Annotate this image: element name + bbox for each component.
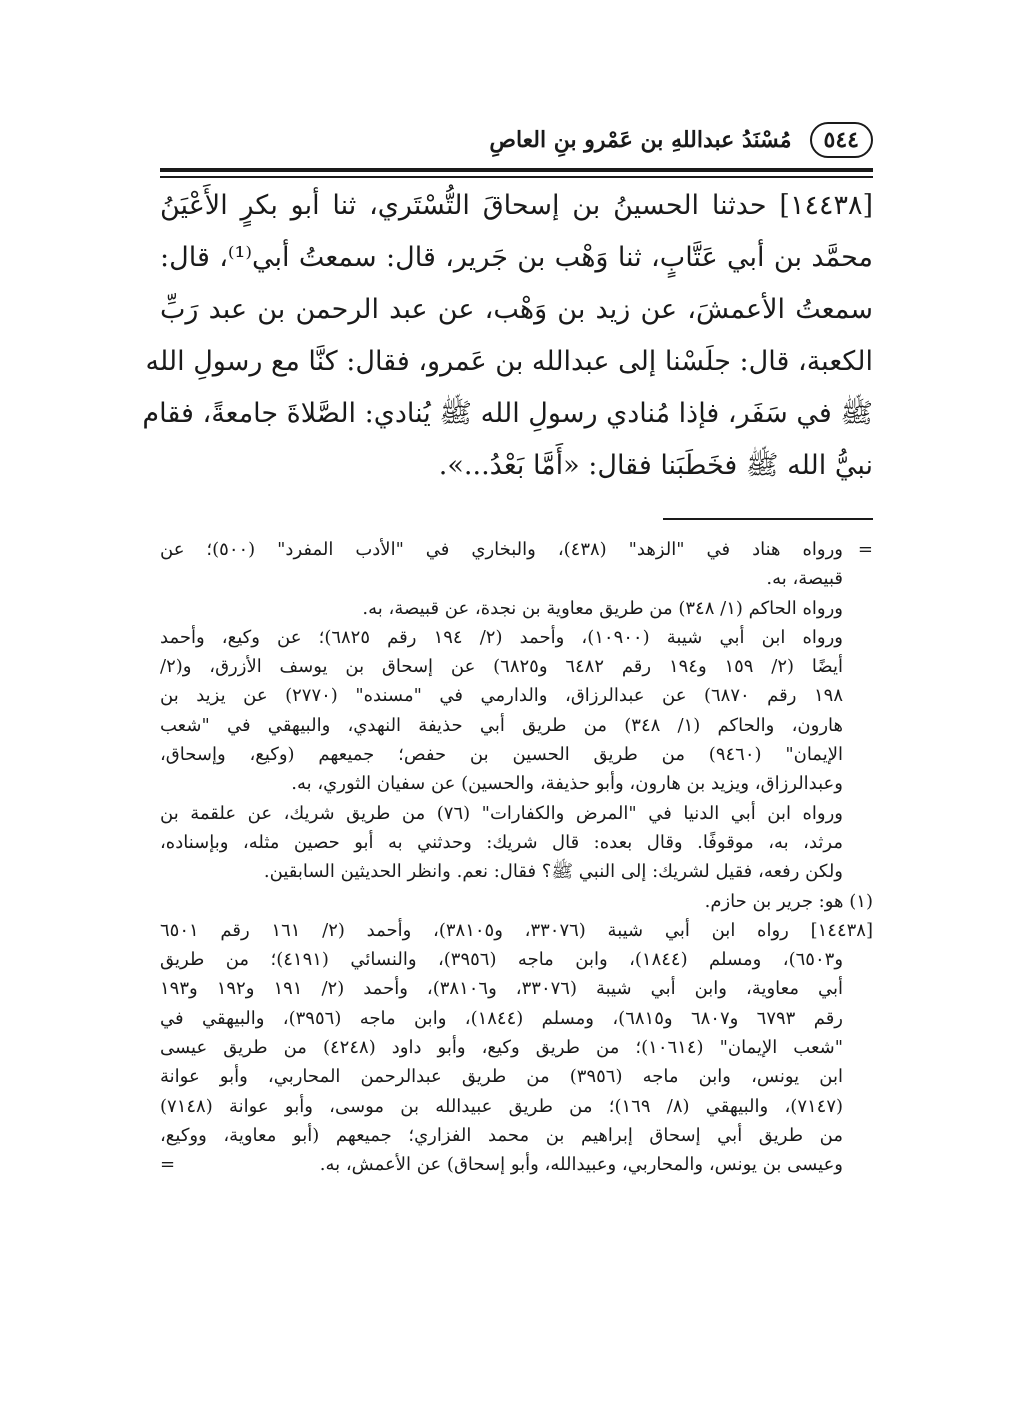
header-rule-thick: [160, 168, 873, 172]
footnote-line: هارون، والحاكم (١/ ٣٤٨) من طريق أبي حذيفة النهدي، والبيهقي في "شعب: [160, 714, 844, 736]
footnote-text: ورواه هناد في "الزهد" (٤٣٨)، والبخاري في "الأدب المفرد" (٥٠٠)؛ عن: [160, 539, 843, 560]
running-title: مُسْنَدُ عبداللهِ بن عَمْرو بنِ العاصِ: [489, 127, 792, 153]
header-rule-thin: [160, 176, 873, 178]
takhrij-line: [١٤٤٣٨] رواه ابن أبي شيبة (٣٣٠٧٦، و٣٨١٠٥)، وأحمد (٢/ ١٦١ رقم ٦٥٠١: [160, 919, 873, 941]
footnote-line: ورواه ابن أبي شيبة (١٠٩٠٠)، وأحمد (٢/ ١٩٤ رقم ٦٨٢٥)؛ عن وكيع، وأحمد: [160, 626, 843, 648]
takhrij-line: [160, 1150, 873, 1179]
continuation-mark: =: [857, 539, 873, 560]
footnote-line: وعبدالرزاق، ويزيد بن هارون، وأبو حذيفة، والحسين) عن سفيان الثوري، به.: [291, 773, 843, 795]
footnote-line: [160, 535, 873, 564]
continuation-mark-end: =: [160, 1154, 176, 1176]
footnote-1-text: هو: جرير بن حازم.: [704, 890, 844, 912]
takhrij-line: (٧١٤٧)، والبيهقي (٨/ ١٦٩)؛ من طريق عبيدالله بن موسى، وأبو عوانة (٧١٤٨): [160, 1095, 844, 1117]
footnote-1-marker: (١): [849, 890, 873, 912]
takhrij-line: ابن يونس، وابن ماجه (٣٩٥٦) من طريق عبدالرحمن المحاربي، وأبو عوانة: [160, 1066, 843, 1088]
takhrij-line: و٦٥٠٣)، ومسلم (١٨٤٤)، وابن ماجه (٣٩٥٦)، والنسائي (٤١٩١)؛ من طريق: [160, 949, 844, 971]
footnote-line: ورواه ابن أبي الدنيا في "المرض والكفارات" (٧٦) من طريق شريك، عن علقمة بن: [160, 802, 843, 824]
takhrij-line: من طريق أبي إسحاق إبراهيم بن محمد الفزاري؛ جميعهم (أبو معاوية، ووكيع،: [160, 1124, 843, 1146]
hadith-line: نبيُّ الله ﷺ فخَطَبَنا فقال: «أَمَّا بَعْدُ...».: [438, 450, 873, 481]
page-number-badge: ٥٤٤: [810, 122, 873, 158]
footnote-line: الإيمان" (٩٤٦٠) من طريق الحسين بن حفص؛ جميعهم (وكيع، وإسحاق،: [160, 744, 843, 766]
footnote-line: أيضًا (٢/ ١٥٩ و١٩٤ رقم ٦٤٨٢ و٦٨٢٥) عن إسحاق بن يوسف الأزرق، و(٢/: [160, 656, 843, 678]
takhrij-text: وعيسى بن يونس، والمحاربي، وعبيدالله، وأبو إسحاق) عن الأعمش، به.: [319, 1154, 843, 1176]
takhrij-line: "شعب الإيمان" (١٠٦١٤)؛ من طريق وكيع، وأبو داود (٤٢٤٨) من طريق عيسى: [160, 1037, 843, 1059]
hadith-line: محمَّد بن أبي عَتَّابٍ، ثنا وَهْب بن جَرير، قال: سمعتُ أبي⁽¹⁾، قال:: [160, 242, 873, 273]
footnote-separator: [663, 518, 873, 520]
footnotes: [160, 535, 873, 1180]
footnote-line: ١٩٨ رقم ٦٨٧٠) عن عبدالرزاق، والدارمي في "مسنده" (٢٧٧٠) عن يزيد بن: [160, 685, 843, 707]
page-header: [160, 118, 873, 162]
hadith-line: [١٤٤٣٨] حدثنا الحسينُ بن إسحاقَ التُّسْتَري، ثنا أبو بكرٍ الأَعْيَنُ: [160, 190, 873, 221]
footnote-line: ولكن رفعه، فقيل لشريك: إلى النبي ﷺ؟ فقال: نعم. وانظر الحديثين السابقين.: [263, 861, 843, 883]
footnote-line: مرثد، به، موقوفًا. وقال بعده: قال شريك: وحدثني به أبو حصين مثله، وبإسناده،: [160, 831, 843, 853]
hadith-line: سمعتُ الأعمشَ، عن زيد بن وَهْب، عن عبد الرحمن بن عبد رَبِّ: [160, 294, 873, 325]
hadith-line: الكعبة، قال: جلَسْنا إلى عبدالله بن عَمرو، فقال: كنَّا مع رسولِ الله: [145, 346, 873, 377]
footnote-line: ورواه الحاكم (١/ ٣٤٨) من طريق معاوية بن نجدة، عن قبيصة، به.: [362, 597, 843, 619]
takhrij-line: رقم ٦٧٩٣ و٦٨٠٧ و٦٨١٥)، ومسلم (١٨٤٤)، وابن ماجه (٣٩٥٦)، والبيهقي في: [160, 1007, 843, 1029]
footnote-line: قبيصة، به.: [766, 568, 843, 590]
footnote-1: [160, 887, 873, 916]
hadith-line: ﷺ في سَفَر، فإذا مُنادي رسولِ الله ﷺ يُنادي: الصَّلاةَ جامعةً، فقام: [142, 398, 873, 429]
hadith-text: [142, 180, 873, 492]
takhrij-line: أبي معاوية، وابن أبي شيبة (٣٣٠٧٦، و٣٨١٠٦)، وأحمد (٢/ ١٩١ و١٩٢ و١٩٣: [160, 978, 843, 1000]
